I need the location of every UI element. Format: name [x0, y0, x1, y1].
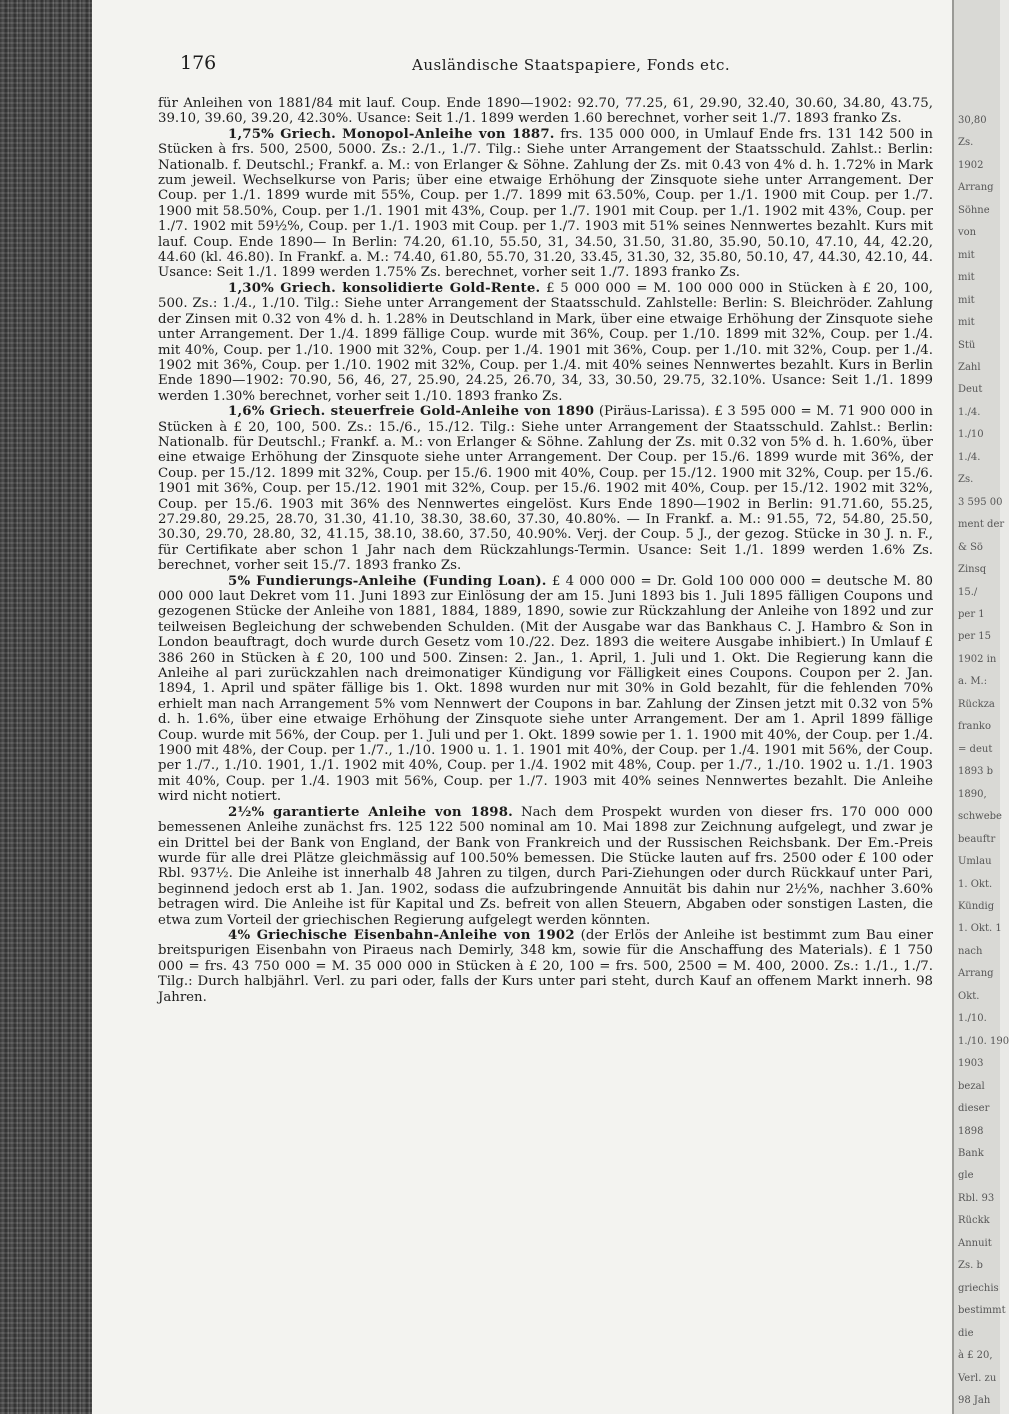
margin-fragment: von	[958, 227, 977, 239]
page-header	[180, 52, 920, 82]
paragraph-continuation	[158, 96, 933, 127]
margin-fragment: mit	[958, 294, 975, 306]
margin-fragment: Rückza	[958, 698, 995, 710]
entry-funding-loan	[158, 574, 933, 805]
margin-fragment: 98 Jah	[958, 1395, 991, 1406]
margin-fragment: ment der	[958, 519, 1005, 531]
margin-fragment: gle	[958, 1170, 974, 1182]
margin-fragment: a. M.:	[958, 676, 988, 688]
page-number: 176	[180, 52, 217, 74]
margin-fragment: 1./10. 190	[958, 1035, 1009, 1047]
entry-heading: 5% Fundierungs-Anleihe (Funding Loan).	[228, 573, 547, 589]
margin-fragment: 1./10.	[958, 1013, 987, 1025]
margin-fragment: 30,80	[958, 115, 987, 126]
margin-fragment: Rbl. 93	[958, 1192, 995, 1204]
entry-gold-rente	[158, 281, 933, 404]
margin-fragment: 15./	[958, 586, 978, 598]
entry-heading: 2½% garantierte Anleihe von 1898.	[228, 804, 514, 820]
margin-fragment: Okt.	[958, 990, 980, 1002]
margin-fragment: Zahl	[958, 362, 981, 374]
margin-fragment: per 15	[958, 631, 992, 643]
entry-heading: 1,75% Griech. Monopol-Anleihe von 1887.	[228, 126, 555, 142]
margin-fragment: Zs. b	[958, 1260, 983, 1272]
margin-fragment: Umlau	[958, 856, 992, 868]
entry-garantierte-anleihe-1898	[158, 805, 933, 928]
margin-fragment: Kündig	[958, 900, 995, 912]
margin-fragment: Annuit	[958, 1237, 992, 1249]
entry-monopol-anleihe	[158, 127, 933, 281]
margin-fragment: Zs.	[958, 474, 974, 486]
margin-fragment: 1. Okt.	[958, 878, 993, 890]
margin-fragment: schwebe	[958, 811, 1002, 823]
document-body	[158, 96, 933, 1005]
margin-fragment: 1903	[958, 1058, 984, 1070]
margin-fragment: Zinsq	[958, 564, 987, 576]
margin-fragment: 1./4.	[958, 406, 981, 418]
margin-fragment: 1./10	[958, 429, 984, 441]
margin-fragment: Zs.	[958, 137, 974, 149]
running-head: Ausländische Staatspapiere, Fonds etc.	[412, 56, 731, 74]
entry-text: £ 5 000 000 = M. 100 000 000 in Stücken à £ 20, 100, 500. Zs.: 1./4., 1./10. Tilg.: Siehe unter Arrangement der Staatsschuld. Zahlstelle: Berlin: S. Bleichröder. Zahlung der Zinsen mit 0.32 von 4% d. h. 1.28% in Deutschland in Mark, über eine etwaige Erhöhung der Zinsquote siehe unter Arrangement. Der 1./4. 1899 fällige Coup. wurde mit 36%, Coup. per 1./10. 1899 mit 32%, Coup. per 1./4. mit 40%, Coup. per 1./10. 1900 mit 32%, Coup. per 1./4. 1901 mit 36%, Coup. per 1./10. mit 32%, Coup. per 1./4. 1902 mit 36%, Coup. per 1./10. 1902 mit 32%, Coup. per 1./4. mit 40% seines Nennwertes bezahlt. Kurs in Berlin Ende 1890—1902: 70.90, 56, 46, 27, 25.90, 24.25, 26.70, 34, 33, 30.50, 29.75, 32.10%. Usance: Seit 1./1. 1899 werden 1.30% berechnet, vorher seit 1./10. 1893 franko Zs.	[158, 280, 934, 404]
margin-fragment: Arrang	[958, 968, 994, 980]
entry-text: frs. 135 000 000, in Umlauf Ende frs. 131 142 500 in Stücken à frs. 500, 2500, 5000. Zs.: 2./1., 1./7. Tilg.: Siehe unter Arrangement der Staatsschuld. Zahlst.: Berlin: Nationalb. f. Deutschl.; Frankf. a. M.: von Erlanger & Söhne. Zahlung der Zs. mit 0.43 von 4% d. h. 1.72% in Mark zum jeweil. Wechselkurse von Paris; über eine etwaige Erhöhung der Zinsquote siehe unter Arrangement. Der Coup. per 1./1. 1899 wurde mit 55%, Coup. per 1./7. 1899 mit 63.50%, Coup. per 1./1. 1900 mit Coup. per 1./7. 1900 mit 58.50%, Coup. per 1./1. 1901 mit 43%, Coup. per 1./7. 1901 mit Coup. per 1./1. 1902 mit 43%, Coup. per 1./7. 1902 mit 59½%, Coup. per 1./1. 1903 mit Coup. per 1./7. 1903 mit 51% seines Nennwertes bezahlt. Kurs mit lauf. Coup. Ende 1890— In Berlin: 74.20, 61.10, 55.50, 31, 34.50, 31.50, 31.80, 35.90, 50.10, 47.10, 44, 42.20, 44.60 (kl. 46.80). In Frankf. a. M.: 74.40, 61.80, 55.70, 31.20, 33.45, 31.30, 32, 35.80, 50.10, 47, 44.30, 42.10, 44. Usance: Seit 1./1. 1899 werden 1.75% Zs. berechnet, vorher seit 1./7. 1893 franko Zs.	[158, 126, 933, 281]
margin-fragment: per 1	[958, 609, 985, 621]
paragraph-text: für Anleihen von 1881/84 mit lauf. Coup. Ende 1890—1902: 92.70, 77.25, 61, 29.90, 32.40, 30.60, 34.80, 43.75, 39.10, 39.60, 39.20, 42.30%. Usance: Seit 1./1. 1899 werden 1.60 berechnet, vorher seit 1./7. 1893 franko Zs.	[158, 96, 933, 127]
margin-fragment: Verl. zu	[958, 1372, 997, 1384]
margin-fragment: Stü	[958, 339, 976, 351]
margin-fragment: 1. Okt. 1	[958, 923, 1002, 935]
margin-fragment: 3 595 00	[958, 496, 1003, 508]
margin-fragment: dieser	[958, 1103, 990, 1115]
entry-heading: 1,30% Griech. konsolidierte Gold-Rente.	[228, 280, 541, 296]
margin-fragment: franko	[958, 721, 991, 733]
entry-eisenbahn-anleihe-1902	[158, 928, 933, 1005]
margin-fragment: 1898	[958, 1125, 984, 1137]
margin-fragment: mit	[958, 317, 975, 329]
entry-text: Nach dem Prospekt wurden von dieser frs. 170 000 000 bemessenen Anleihe zunächst frs. 125 122 500 nominal am 10. Mai 1898 zur Zeichnung aufgelegt, und zwar je ein Drittel bei der Bank von England, der Bank von Frankreich und der Russischen Reichsbank. Der Em.-Preis wurde für alle drei Plätze gleichmässig auf 100.50% bemessen. Die Stücke lauten auf frs. 2500 oder £ 100 oder Rbl. 937½. Die Anleihe ist innerhalb 48 Jahren zu tilgen, durch Pari-Ziehungen oder durch Rückkauf unter Pari, beginnend jedoch erst ab 1. Jan. 1902, sodass die aufzubringende Annuität bis dahin nur 2½%, nachher 3.60% betragen wird. Die Anleihe ist für Kapital und Zs. befreit von allen Steuern, Abgaben oder sonstigen Lasten, die etwa zum Vorteil der griechischen Regierung aufgelegt werden könnten.	[158, 804, 933, 928]
margin-fragment: 1890,	[958, 788, 987, 800]
entry-text: £ 4 000 000 = Dr. Gold 100 000 000 = deutsche M. 80 000 000 laut Dekret vom 11. Juni 1893 zur Einlösung der am 15. Juni 1893 bis 1. Juli 1895 fälligen Coupons und gezogenen Stücke der Anleihe von 1881, 1884, 1889, 1890, sowie zur Rückzahlung der Anleihe von 1892 und zur teilweisen Begleichung der schwebenden Schulden. (Mit der Ausgabe war das Bankhaus C. J. Hambro & Son in London beauftragt, doch wurde durch Gesetz vom 10./22. Dez. 1893 die weitere Ausgabe inhibiert.) In Umlauf £ 386 260 in Stücken à £ 20, 100 und 500. Zinsen: 2. Jan., 1. April, 1. Juli und 1. Okt. Die Regierung kann die Anleihe al pari zurückzahlen nach dreimonatiger Kündigung vor Fälligkeit eines Coupons. Coupon per 2. Jan. 1894, 1. April und später fällige bis 1. Okt. 1898 wurden nur mit 30% in Gold bezahlt, für die fehlenden 70% erhielt man nach Arrangement 5% vom Nennwert der Coupons in bar. Zahlung der Zinsen jetzt mit 0.32 von 5% d. h. 1.6%, über eine etwaige Erhöhung der Zinsquote siehe unter Arrangement. Der am 1. April 1899 fällige Coup. wurde mit 56%, der Coup. per 1. Juli und per 1. Okt. 1899 sowie per 1. 1. 1900 mit 40%, der Coup. per 1./4. 1900 mit 48%, der Coup. per 1./7., 1./10. 1900 u. 1. 1. 1901 mit 40%, der Coup. per 1./4. 1901 mit 56%, der Coup. per 1./7., 1./10. 1901, 1./1. 1902 mit 40%, Coup. per 1./4. 1902 mit 48%, Coup. per 1./7., 1./10. 1902 u. 1./1. 1903 mit 40%, Coup. per 1./4. 1903 mit 56%, Coup. per 1./7. 1903 mit 40% seines Nennwertes bezahlt. Die Anleihe wird nicht notiert.	[158, 573, 933, 805]
book-binding-edge	[0, 0, 92, 1414]
margin-fragment: 1./4.	[958, 451, 981, 463]
margin-fragment: 1902	[958, 159, 984, 171]
margin-fragment: nach	[958, 945, 983, 957]
margin-fragment: mit	[958, 249, 975, 261]
margin-fragment: bezal	[958, 1080, 985, 1092]
entry-heading: 4% Griechische Eisenbahn-Anleihe von 1902	[228, 927, 575, 943]
margin-fragment: à £ 20,	[958, 1350, 993, 1362]
margin-fragment: 1893 b	[958, 766, 994, 778]
margin-fragment: beauftr	[958, 833, 996, 845]
margin-fragment: Rückk	[958, 1215, 990, 1227]
margin-fragment: mit	[958, 272, 975, 284]
margin-fragment: Bank	[958, 1147, 984, 1159]
margin-fragment: & Sö	[958, 541, 983, 553]
entry-text: (Piräus-Larissa). £ 3 595 000 = M. 71 900 000 in Stücken à £ 20, 100, 500. Zs.: 15./6., 15./12. Tilg.: Siehe unter Arrangement der Staatsschuld. Zahlst.: Berlin: Nationalb. für Deutschl.; Frankf. a. M.: von Erlanger & Söhne. Zahlung der Zs. mit 0.32 von 5% d. h. 1.60%, über eine etwaige Erhöhung der Zinsquote siehe unter Arrangement. Der Coup. per 15./6. 1899 wurde mit 36%, der Coup. per 15./12. 1899 mit 32%, Coup. per 15./6. 1900 mit 40%, Coup. per 15./12. 1900 mit 32%, Coup. per 15./6. 1901 mit 36%, Coup. per 15./12. 1901 mit 32%, Coup. per 15./6. 1902 mit 40%, Coup. per 15./12. 1902 mit 32%, Coup. per 15./6. 1903 mit 36% des Nennwertes eingelöst. Kurs Ende 1890—1902 in Berlin: 91.71.60, 55.25, 27.29.80, 29.25, 28.70, 31.30, 41.10, 38.30, 38.60, 37.30, 40.80%. — In Frankf. a. M.: 91.55, 72, 54.80, 25.50, 30.30, 29.70, 28.80, 32, 41.15, 38.10, 38.60, 37.50, 40.90%. Verj. der Coup. 5 J., der gezog. Stücke in 30 J. n. F., für Certifikate aber schon 1 Jahr nach dem Rückzahlungs-Termin. Usance: Seit 1./1. 1899 werden 1.6% Zs. berechnet, vorher seit 15./7. 1893 franko Zs.	[158, 404, 933, 574]
margin-fragment: 1902 in	[958, 653, 997, 665]
entry-gold-anleihe-1890	[158, 404, 933, 573]
margin-fragment: Söhne	[958, 204, 990, 216]
margin-fragment: = deut	[958, 743, 993, 755]
margin-fragment: die	[958, 1327, 974, 1339]
adjacent-page-strip	[952, 0, 1009, 1414]
entry-heading: 1,6% Griech. steuerfreie Gold-Anleihe von 1890	[228, 404, 595, 420]
margin-fragment: bestimmt	[958, 1305, 1006, 1317]
entry-text: (der Erlös der Anleihe ist bestimmt zum Bau einer breitspurigen Eisenbahn von Piraeus nach Demirly, 348 km, sowie für die Anschaffung des Materials). £ 1 750 000 = frs. 43 750 000 = M. 35 000 000 in Stücken à £ 20, 100 = frs. 500, 2500 = M. 400, 2000. Zs.: 1./1., 1./7. Tilg.: Durch halbjährl. Verl. zu pari oder, falls der Kurs unter pari steht, durch Kauf an offenem Markt innerh. 98 Jahren.	[158, 927, 933, 1005]
margin-fragment: griechis	[958, 1282, 999, 1294]
margin-fragment: Arrang	[958, 182, 994, 194]
margin-fragment: Deut	[958, 384, 983, 396]
